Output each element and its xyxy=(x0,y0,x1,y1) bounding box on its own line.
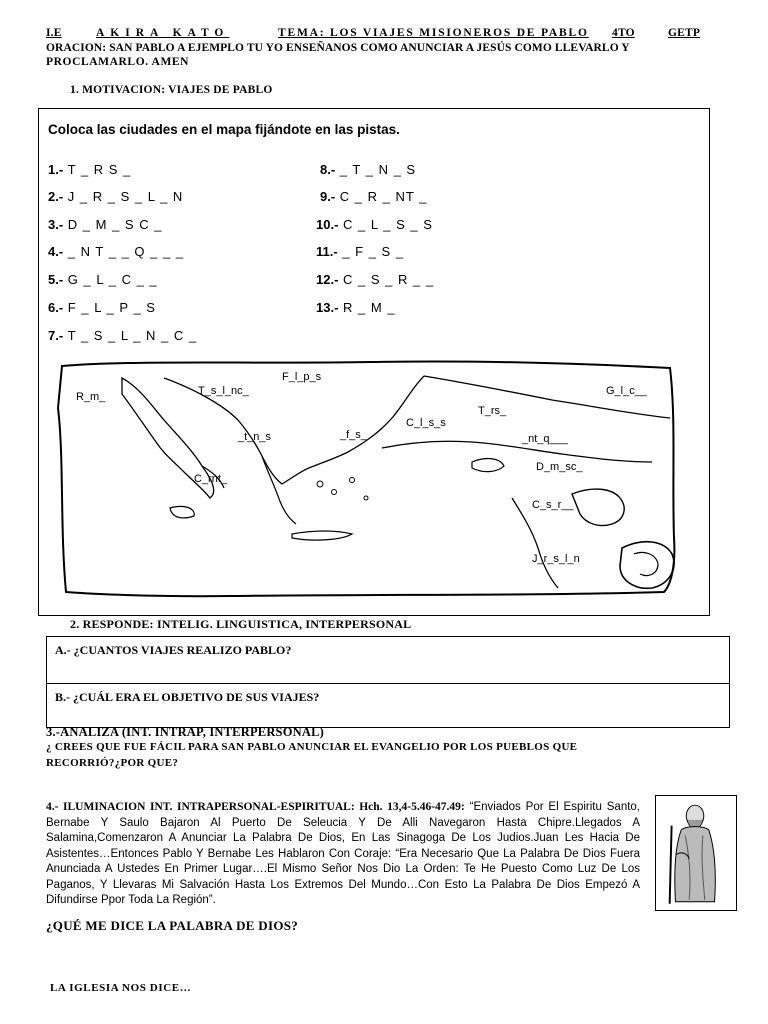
clue-item xyxy=(48,300,156,315)
clue-number: 6.- xyxy=(48,300,64,315)
clue-number: 3.- xyxy=(48,217,64,232)
section1-title: 1. MOTIVACION: VIAJES DE PABLO xyxy=(70,84,273,96)
clue-item xyxy=(48,272,158,287)
clue-text: G _ L _ C _ _ xyxy=(67,272,158,287)
map-label-jerusalen: J_r_s_l_n xyxy=(532,553,580,565)
map-label-antioquia: _nt_q___ xyxy=(522,433,568,445)
map-label-tesalonica: T_s_l_nc_ xyxy=(198,385,249,397)
section4-question: ¿QUÉ ME DICE LA PALABRA DE DIOS? xyxy=(46,918,299,933)
clue-number: 13.- xyxy=(316,300,339,315)
map-label-tarso: T_rs_ xyxy=(478,405,507,417)
clue-number: 5.- xyxy=(48,272,64,287)
grade: 4TO xyxy=(612,27,635,39)
clue-item xyxy=(48,328,197,343)
section4-text: “Enviados Por El Espiritu Santo, Bernabe Y Saulo Bajaron Al Puerto De Seleucia Y De Alli Navegaron Hasta Chipre.Llegados A Salamina,Comenzaron A Anunciar La Palabra De Dios, En Las Sinagoga De Los Judios.Juan Les Hacia De Asistentes…Entonces Pablo Y Bernabe Les Hablaron Con Coraje: “Era Necesario Que La Palabra De Dios Fuera Anunciada A Ustedes En Primer Lugar….El Mismo Señor Nos Dio La Orden: Te He Puesto Como Luz De Los Paganos, Y Llevaras Mi Salvación Hasta Los Extremos Del Mundo…Con Esto La Palabra De Dios Empezó A Difundirse Ppor Toda La Región”. xyxy=(46,801,641,906)
school-name: AKIRA KATO xyxy=(96,27,230,39)
clue-number: 1.- xyxy=(48,162,64,177)
clue-number: 8.- xyxy=(320,162,336,177)
clue-item xyxy=(316,300,396,315)
clue-number: 7.- xyxy=(48,328,64,343)
map-label-atenas: _t_n_s xyxy=(238,431,272,443)
clue-text: C _ L _ S _ S xyxy=(343,217,433,232)
clue-item xyxy=(48,217,162,232)
clue-item xyxy=(320,189,427,204)
map-label-galacia: G_l_c__ xyxy=(606,385,647,397)
clue-text: _ T _ N _ S xyxy=(339,162,417,177)
saint-paul-illustration xyxy=(655,795,737,911)
clue-number: 9.- xyxy=(320,189,336,204)
question-a: A.- ¿CUANTOS VIAJES REALIZO PABLO? xyxy=(55,643,292,657)
clue-item xyxy=(316,217,433,232)
map-label-cesarea: C_s_r__ xyxy=(532,499,574,511)
clue-number: 11.- xyxy=(316,244,338,259)
map-label-damasco: D_m_sc_ xyxy=(536,461,583,473)
clue-item xyxy=(48,162,131,177)
clue-text: _ N T _ _ Q _ _ _ xyxy=(67,244,185,259)
clue-text: R _ M _ xyxy=(343,300,396,315)
clue-text: C _ R _ NT _ xyxy=(339,189,428,204)
clue-item xyxy=(316,244,404,259)
header-row xyxy=(46,27,706,41)
clue-item xyxy=(48,244,184,259)
prayer-line-2: PROCLAMARLO. AMEN xyxy=(46,56,190,68)
section4-lead: 4.- ILUMINACION INT. INTRAPERSONAL-ESPIRITUAL: Hch. 13,4-5.46-47.49: xyxy=(46,801,465,813)
clue-number: 10.- xyxy=(316,217,339,232)
section2-title: 2. RESPONDE: INTELIG. LINGUISTICA, INTERPERSONAL xyxy=(70,617,412,631)
course: GETP xyxy=(668,27,701,39)
clue-item xyxy=(320,162,416,177)
question-table xyxy=(46,636,730,728)
map-instruction: Coloca las ciudades en el mapa fijándote en las pistas. xyxy=(48,122,400,137)
prayer-line-1: ORACION: SAN PABLO A EJEMPLO TU YO ENSEÑANOS COMO ANUNCIAR A JESÚS COMO LLEVARLO Y xyxy=(46,42,630,54)
question-b: B.- ¿CUÁL ERA EL OBJETIVO DE SUS VIAJES? xyxy=(55,690,320,704)
clue-item xyxy=(316,272,434,287)
clue-text: C _ S _ R _ _ xyxy=(343,272,435,287)
topic: TEMA: LOS VIAJES MISIONEROS DE PABLO xyxy=(278,27,589,39)
map-label-corinto: C_rnt_ xyxy=(194,473,228,485)
church-says: LA IGLESIA NOS DICE… xyxy=(50,982,192,994)
clue-text: D _ M _ S C _ xyxy=(67,217,163,232)
mediterranean-map xyxy=(52,358,682,598)
clue-text: T _ R S _ xyxy=(67,162,132,177)
clue-number: 4.- xyxy=(48,244,64,259)
clue-text: F _ L _ P _ S xyxy=(67,300,156,315)
map-label-efeso: _f_s_ xyxy=(340,429,367,441)
scripture-passage xyxy=(46,800,640,909)
map-label-roma: R_m_ xyxy=(76,391,106,403)
question-row-b[interactable] xyxy=(47,683,729,729)
clue-item xyxy=(48,189,183,204)
clue-number: 2.- xyxy=(48,189,64,204)
question-row-a[interactable] xyxy=(47,637,729,683)
clue-text: J _ R _ S _ L _ N xyxy=(67,189,184,204)
section3-question-line-2: RECORRIÓ?¿POR QUE? xyxy=(46,757,179,769)
section3-question-line-1: ¿ CREES QUE FUE FÁCIL PARA SAN PABLO ANUNCIAR EL EVANGELIO POR LOS PUEBLOS QUE xyxy=(46,741,578,753)
clue-text: _ F _ S _ xyxy=(342,244,405,259)
school-label: I.E xyxy=(46,27,62,39)
clue-text: T _ S _ L _ N _ C _ xyxy=(67,328,198,343)
clue-number: 12.- xyxy=(316,272,339,287)
section3-title: 3.-ANALIZA (INT. INTRAP, INTERPERSONAL) xyxy=(46,725,324,739)
map-label-colosas: C_l_s_s xyxy=(406,417,446,429)
map-label-filipos: F_l_p_s xyxy=(282,371,322,383)
